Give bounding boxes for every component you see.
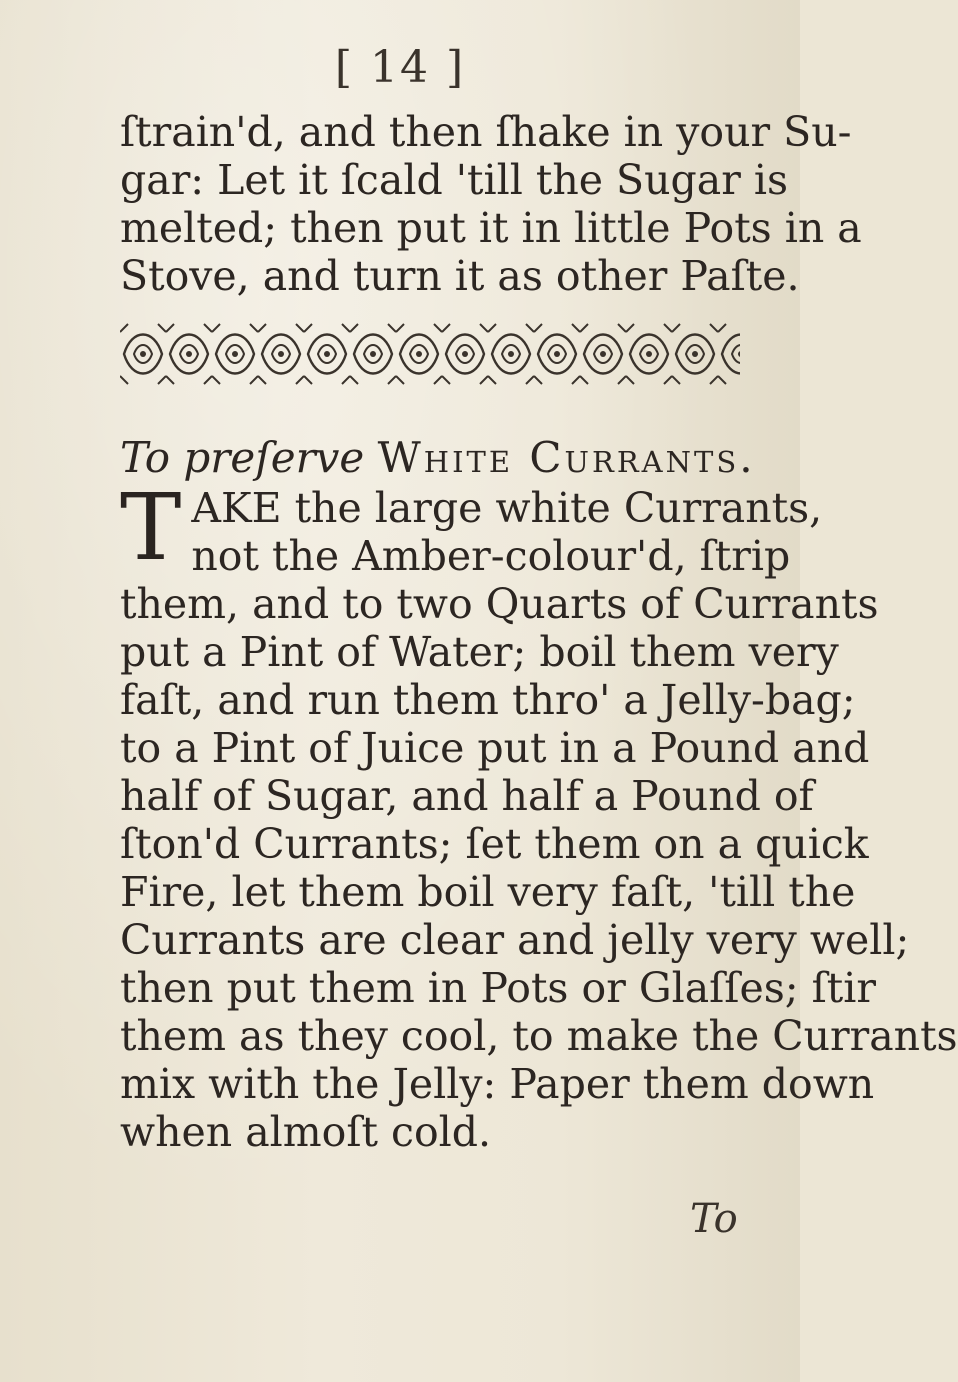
text-line: then put them in Pots or Glaſſes; ſtir xyxy=(120,964,876,1012)
text-line: not the Amber-colour'd, ſtrip xyxy=(191,532,791,580)
recipe-body xyxy=(120,474,958,1156)
previous-recipe-continuation xyxy=(120,108,862,300)
text-line: gar: Let it ſcald 'till the Sugar is xyxy=(120,156,788,204)
catchword: To xyxy=(690,1196,738,1242)
text-line: Currants are clear and jelly very well; xyxy=(120,916,910,964)
heading-caps: White Currants. xyxy=(377,433,756,482)
recipe-heading xyxy=(120,432,756,484)
drop-cap: T xyxy=(120,474,182,581)
text-line: AKE the large white Currants, xyxy=(191,484,823,532)
text-line: melted; then put it in little Pots in a xyxy=(120,204,862,252)
text-line: to a Pint of Juice put in a Pound and xyxy=(120,724,870,772)
page-number: [ 14 ] xyxy=(334,42,466,93)
text-line: ſton'd Currants; ſet them on a quick xyxy=(120,820,869,868)
text-line: them as they cool, to make the Currants xyxy=(120,1012,958,1060)
heading-italic: To preſerve xyxy=(120,433,365,482)
text-line: half of Sugar, and half a Pound of xyxy=(120,772,814,820)
text-line: put a Pint of Water; boil them very xyxy=(120,628,839,676)
text-line: ſtrain'd, and then ſhake in your Su- xyxy=(120,108,852,156)
text-line: Fire, let them boil very faſt, 'till the xyxy=(120,868,856,916)
text-line: Stove, and turn it as other Paſte. xyxy=(120,252,800,300)
text-line: when almoſt cold. xyxy=(120,1108,492,1156)
text-line: them, and to two Quarts of Currants xyxy=(120,580,879,628)
text-line: mix with the Jelly: Paper them down xyxy=(120,1060,875,1108)
printers-ornament-icon xyxy=(120,322,740,386)
text-line: faſt, and run them thro' a Jelly-bag; xyxy=(120,676,856,724)
